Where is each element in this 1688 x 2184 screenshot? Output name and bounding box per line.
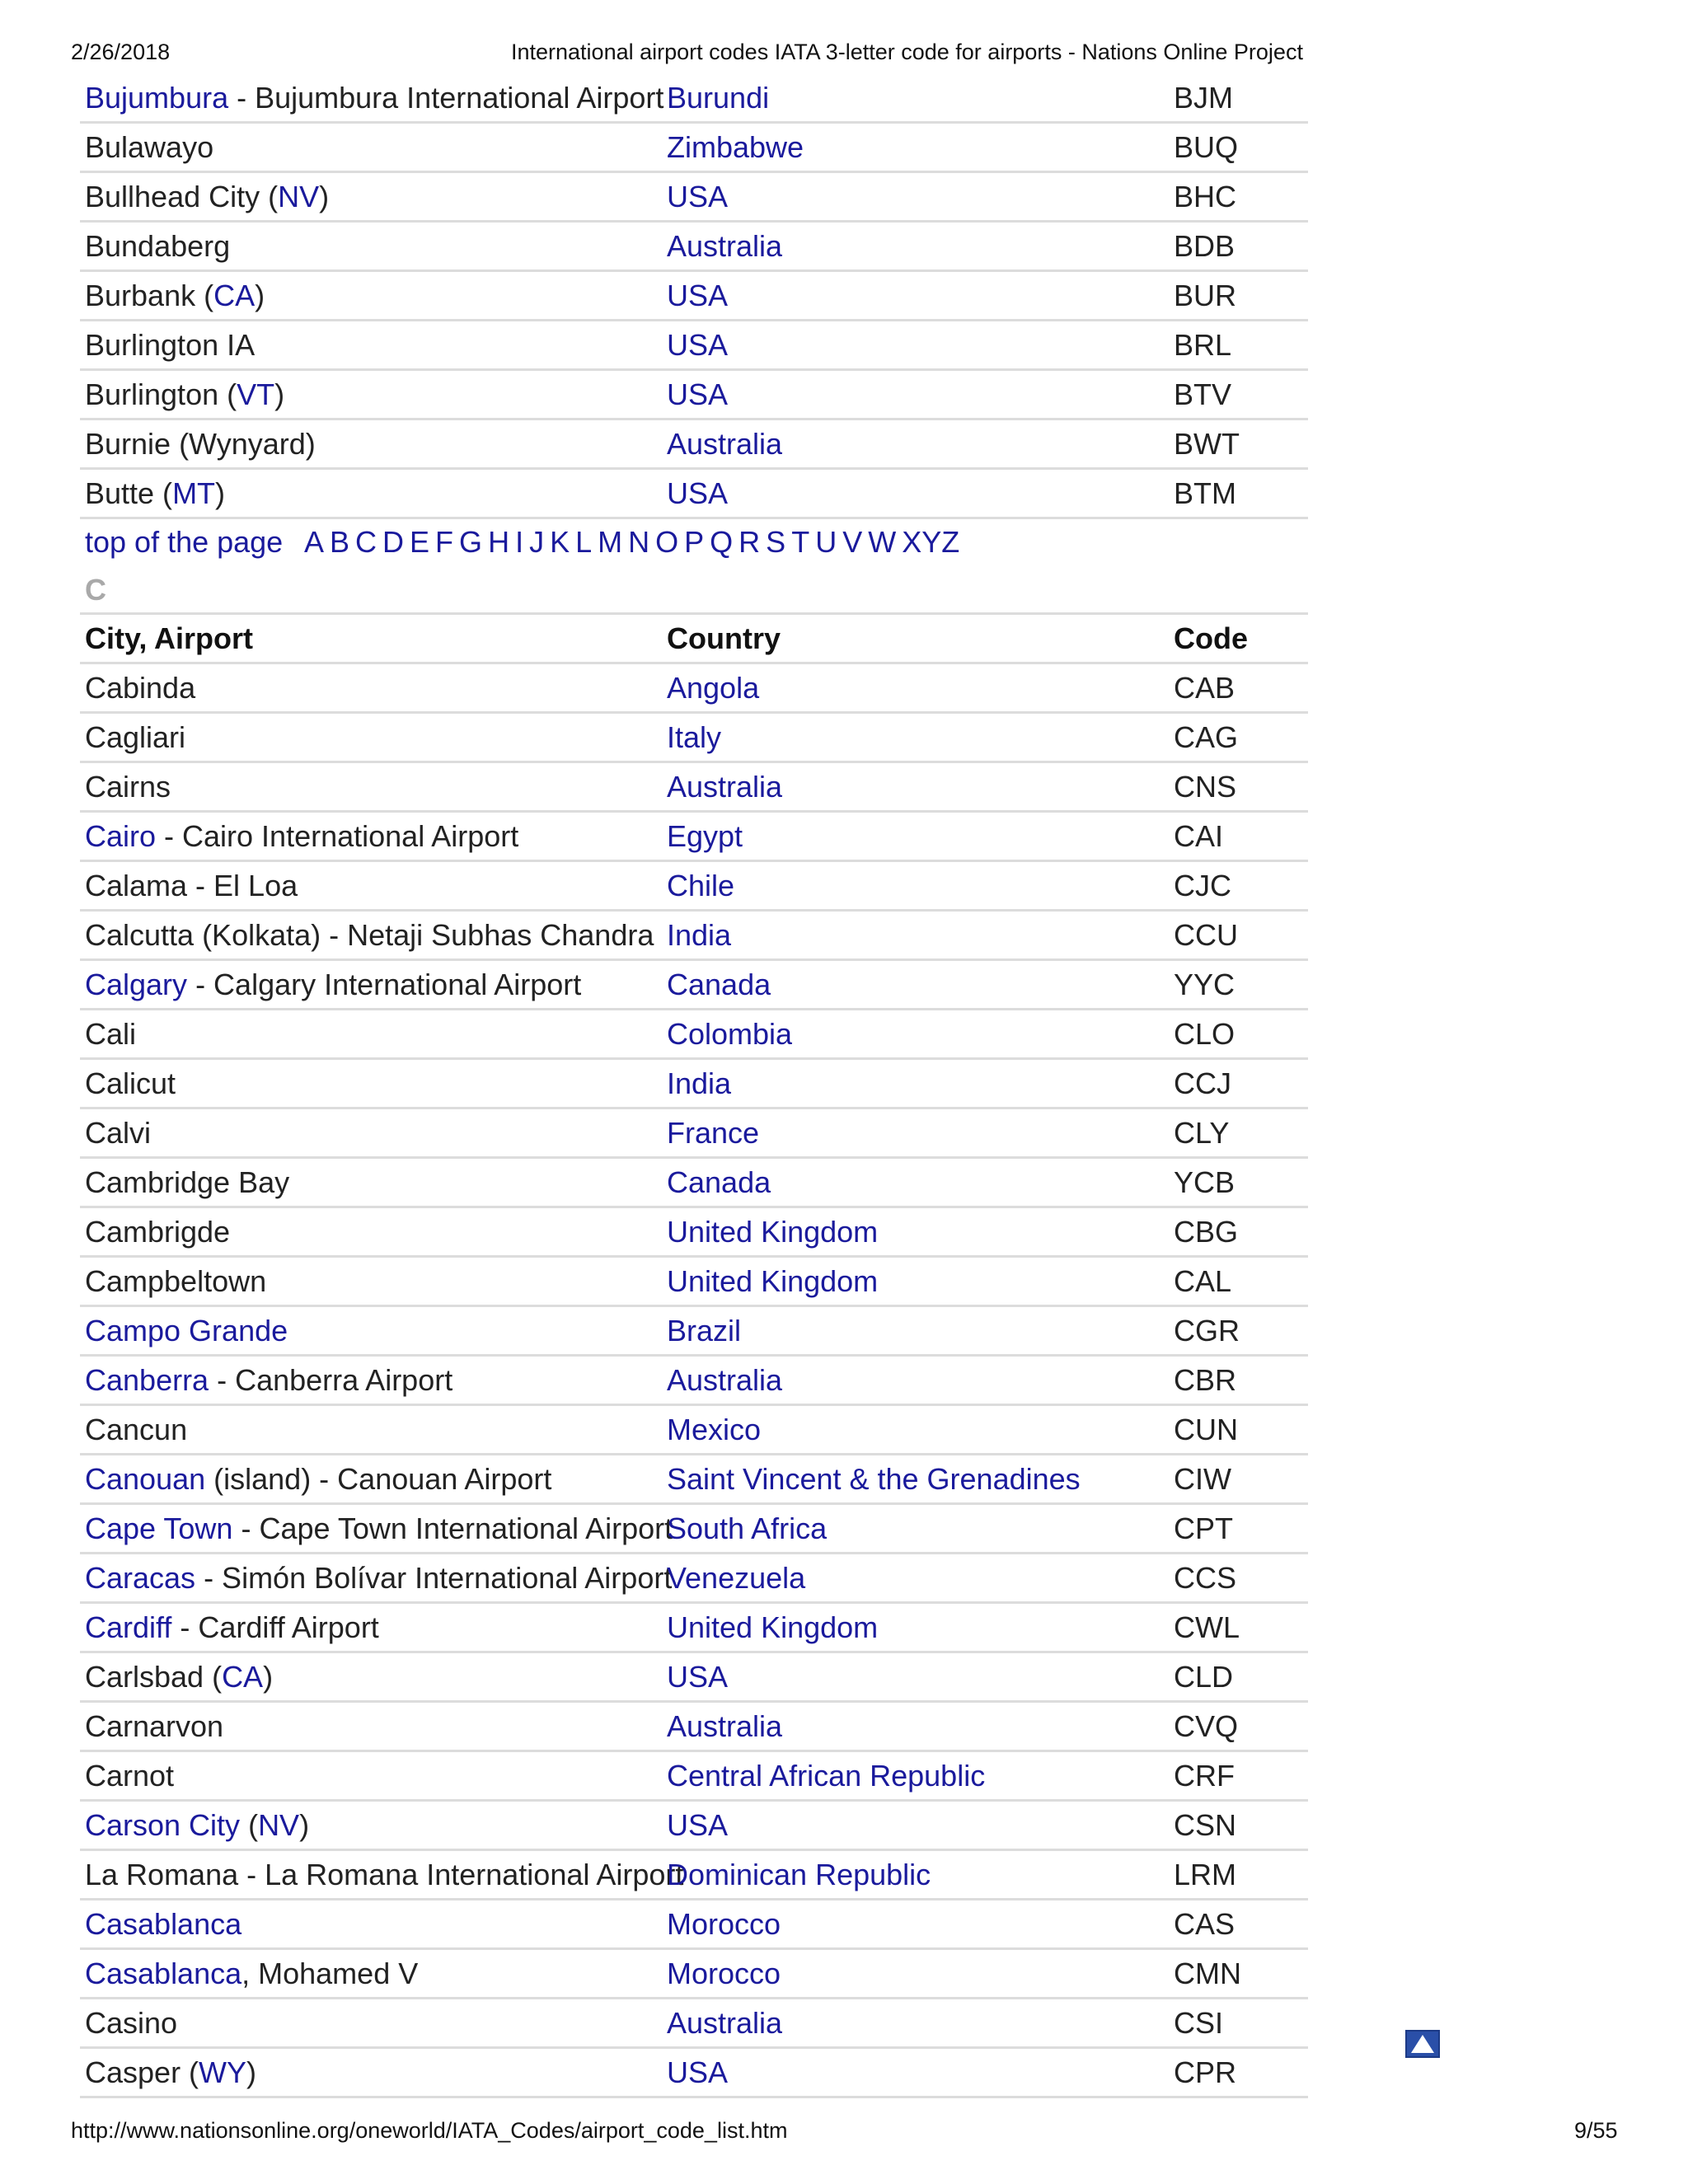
table-row bbox=[80, 1900, 1308, 1950]
country-link[interactable]: USA bbox=[667, 279, 729, 312]
letter-link-d[interactable]: D bbox=[382, 525, 405, 559]
city-suffix: ) bbox=[246, 2055, 257, 2089]
city-cell bbox=[85, 1159, 289, 1207]
print-date: 2/26/2018 bbox=[71, 40, 171, 64]
city-cell bbox=[85, 1752, 174, 1800]
city-cell bbox=[85, 1802, 309, 1849]
table-row bbox=[80, 371, 1308, 420]
city-cell bbox=[85, 272, 265, 320]
city-detail: - Cardiff Airport bbox=[171, 1610, 379, 1644]
country-link[interactable]: Dominican Republic bbox=[667, 1858, 931, 1891]
city-cell bbox=[85, 223, 230, 270]
iata-code: BHC bbox=[1174, 180, 1237, 213]
table-row bbox=[80, 1060, 1308, 1109]
city-cell bbox=[85, 1900, 241, 1948]
section-letter bbox=[80, 565, 1308, 615]
city-cell bbox=[85, 371, 284, 419]
letter-link-b[interactable]: B bbox=[330, 525, 350, 559]
city-cell bbox=[85, 1455, 551, 1503]
table-row bbox=[80, 714, 1308, 763]
iata-code: CSI bbox=[1174, 2006, 1224, 2040]
country-link[interactable]: Burundi bbox=[667, 81, 770, 115]
letter-link-v[interactable]: V bbox=[842, 525, 863, 559]
iata-code: CLO bbox=[1174, 1017, 1236, 1051]
iata-code: BDB bbox=[1174, 229, 1236, 263]
letter-link-m[interactable]: M bbox=[598, 525, 623, 559]
city-name: Bullhead City ( bbox=[85, 180, 279, 213]
city-name: Burlington ( bbox=[85, 377, 237, 411]
iata-code: CJC bbox=[1174, 869, 1231, 902]
city-cell bbox=[85, 813, 518, 860]
back-to-top-button[interactable] bbox=[1405, 2030, 1440, 2058]
country-link[interactable]: United Kingdom bbox=[667, 1610, 879, 1644]
city-detail: ( bbox=[240, 1808, 259, 1842]
iata-code: CUN bbox=[1174, 1413, 1238, 1446]
print-footer bbox=[0, 2118, 1688, 2146]
city-name: Calama - El Loa bbox=[85, 869, 298, 902]
letter-link-e[interactable]: E bbox=[410, 525, 430, 559]
country-link[interactable]: Central African Republic bbox=[667, 1759, 986, 1793]
city-cell bbox=[85, 74, 663, 122]
city-name: Cambrigde bbox=[85, 1215, 231, 1249]
city-name: Calcutta (Kolkata) - Netaji Subhas Chandra bbox=[85, 918, 654, 952]
state-link[interactable]: VT bbox=[237, 377, 275, 411]
city-cell bbox=[85, 1060, 176, 1108]
header-code: Code bbox=[1174, 621, 1248, 655]
letter-link-f[interactable]: F bbox=[435, 525, 454, 559]
iata-code: BTM bbox=[1174, 476, 1236, 510]
city-cell bbox=[85, 1604, 379, 1652]
iata-code: CPR bbox=[1174, 2055, 1237, 2089]
state-link[interactable]: MT bbox=[172, 476, 216, 510]
letter-link-r[interactable]: R bbox=[738, 525, 761, 559]
city-suffix: ) bbox=[274, 377, 285, 411]
iata-code: CAB bbox=[1174, 671, 1236, 705]
city-link[interactable]: Carson City bbox=[85, 1808, 241, 1842]
letter-link-c[interactable]: C bbox=[355, 525, 377, 559]
letter-link-n[interactable]: N bbox=[628, 525, 650, 559]
table-row bbox=[80, 763, 1308, 813]
city-cell bbox=[85, 1505, 673, 1553]
table-row bbox=[80, 470, 1308, 519]
table-row bbox=[80, 1109, 1308, 1159]
city-cell bbox=[85, 763, 171, 811]
city-cell bbox=[85, 124, 213, 171]
city-link[interactable]: Bujumbura bbox=[85, 81, 229, 115]
city-link[interactable]: Casablanca bbox=[85, 1957, 242, 1990]
table-row bbox=[80, 1159, 1308, 1208]
letter-link-k[interactable]: K bbox=[550, 525, 570, 559]
letter-link-i[interactable]: I bbox=[515, 525, 524, 559]
table-row bbox=[80, 420, 1308, 470]
city-suffix: ) bbox=[215, 476, 226, 510]
country-link[interactable]: Australia bbox=[667, 2006, 783, 2040]
iata-code: CGR bbox=[1174, 1314, 1240, 1347]
print-header bbox=[0, 40, 1688, 68]
letter-link-o[interactable]: O bbox=[655, 525, 679, 559]
table-row bbox=[80, 321, 1308, 371]
state-link[interactable]: CA bbox=[222, 1660, 264, 1694]
country-link[interactable]: Canada bbox=[667, 968, 771, 1001]
country-link[interactable]: France bbox=[667, 1116, 760, 1150]
city-cell bbox=[85, 1010, 136, 1058]
iata-code: CIW bbox=[1174, 1462, 1231, 1496]
city-detail: - Calgary International Airport bbox=[187, 968, 582, 1001]
table-row bbox=[80, 1554, 1308, 1604]
iata-code: YYC bbox=[1174, 968, 1236, 1001]
country-link[interactable]: Colombia bbox=[667, 1017, 793, 1051]
table-row bbox=[80, 664, 1308, 714]
letter-link-s[interactable]: S bbox=[766, 525, 786, 559]
up-triangle-icon bbox=[1407, 2032, 1438, 2056]
city-link[interactable]: Campo Grande bbox=[85, 1314, 288, 1347]
city-cell bbox=[85, 1307, 288, 1355]
letter-nav bbox=[80, 519, 1308, 565]
table-row bbox=[80, 124, 1308, 173]
city-name: Bundaberg bbox=[85, 229, 231, 263]
country-link[interactable]: Venezuela bbox=[667, 1561, 806, 1595]
city-name: Cairns bbox=[85, 770, 171, 804]
city-name: Bulawayo bbox=[85, 130, 214, 164]
letter-links bbox=[304, 519, 965, 565]
country-link[interactable]: Angola bbox=[667, 671, 760, 705]
letter-link-j[interactable]: J bbox=[529, 525, 545, 559]
iata-code: BUR bbox=[1174, 279, 1237, 312]
table-row bbox=[80, 1307, 1308, 1357]
iata-code: CAG bbox=[1174, 720, 1239, 754]
city-cell bbox=[85, 420, 316, 468]
table-row bbox=[80, 1505, 1308, 1554]
table-row bbox=[80, 1357, 1308, 1406]
table-row bbox=[80, 272, 1308, 321]
city-cell bbox=[85, 1851, 683, 1899]
iata-code: CAL bbox=[1174, 1264, 1232, 1298]
city-cell bbox=[85, 470, 225, 518]
country-link[interactable]: USA bbox=[667, 1808, 729, 1842]
city-cell bbox=[85, 1406, 187, 1454]
state-link[interactable]: NV bbox=[258, 1808, 300, 1842]
country-link[interactable]: United Kingdom bbox=[667, 1264, 879, 1298]
iata-code: CCU bbox=[1174, 918, 1238, 952]
city-name: Casino bbox=[85, 2006, 178, 2040]
iata-code: BJM bbox=[1174, 81, 1233, 115]
city-link[interactable]: Cape Town bbox=[85, 1511, 233, 1545]
city-name: Carnot bbox=[85, 1759, 175, 1793]
state-link[interactable]: NV bbox=[278, 180, 320, 213]
country-link[interactable]: India bbox=[667, 918, 732, 952]
city-detail: - Canberra Airport bbox=[209, 1363, 453, 1397]
table-row bbox=[80, 173, 1308, 223]
city-cell bbox=[85, 714, 185, 762]
city-detail: (island) - Canouan Airport bbox=[205, 1462, 552, 1496]
city-cell bbox=[85, 862, 298, 910]
letter-link-a[interactable]: A bbox=[304, 525, 325, 559]
city-cell bbox=[85, 1258, 266, 1305]
top-of-page-link[interactable]: top of the page bbox=[85, 525, 284, 559]
table-row bbox=[80, 1752, 1308, 1802]
city-detail: - Cape Town International Airport bbox=[232, 1511, 673, 1545]
table-row bbox=[80, 2049, 1308, 2098]
city-name: Cali bbox=[85, 1017, 137, 1051]
letter-link-t[interactable]: T bbox=[791, 525, 810, 559]
table-row bbox=[80, 1653, 1308, 1703]
print-url: http://www.nationsonline.org/oneworld/IATA_Codes/airport_code_list.htm bbox=[71, 2118, 788, 2143]
country-link[interactable]: USA bbox=[667, 180, 729, 213]
iata-code: CBG bbox=[1174, 1215, 1239, 1249]
rows-before bbox=[80, 74, 1308, 519]
city-name: Burlington IA bbox=[85, 328, 256, 362]
iata-code: BTV bbox=[1174, 377, 1232, 411]
city-name: Burnie (Wynyard) bbox=[85, 427, 316, 461]
city-cell bbox=[85, 1208, 230, 1256]
table-header bbox=[80, 615, 1308, 664]
letter-link-p[interactable]: P bbox=[684, 525, 705, 559]
city-cell bbox=[85, 1554, 672, 1602]
city-name: La Romana - La Romana International Airport bbox=[85, 1858, 684, 1891]
city-cell bbox=[85, 1950, 418, 1998]
city-suffix: ) bbox=[255, 279, 265, 312]
state-link[interactable]: CA bbox=[213, 279, 256, 312]
city-cell bbox=[85, 912, 654, 959]
city-name: Carnarvon bbox=[85, 1709, 224, 1743]
iata-code: CMN bbox=[1174, 1957, 1241, 1990]
city-name: Burbank ( bbox=[85, 279, 214, 312]
country-link[interactable]: Australia bbox=[667, 1363, 783, 1397]
iata-code: CLY bbox=[1174, 1116, 1230, 1150]
letter-link-l[interactable]: L bbox=[575, 525, 593, 559]
country-link[interactable]: Australia bbox=[667, 427, 783, 461]
header-city: City, Airport bbox=[85, 621, 253, 655]
header-country: Country bbox=[667, 621, 781, 655]
country-link[interactable]: Mexico bbox=[667, 1413, 762, 1446]
city-cell bbox=[85, 1357, 452, 1404]
iata-code: CWL bbox=[1174, 1610, 1240, 1644]
table-row bbox=[80, 862, 1308, 912]
table-row bbox=[80, 813, 1308, 862]
city-link[interactable]: Caracas bbox=[85, 1561, 196, 1595]
city-cell bbox=[85, 1703, 223, 1750]
iata-code: CCJ bbox=[1174, 1066, 1231, 1100]
city-cell bbox=[85, 1653, 273, 1701]
country-link[interactable]: Brazil bbox=[667, 1314, 742, 1347]
country-link[interactable]: Morocco bbox=[667, 1907, 781, 1941]
iata-code: CCS bbox=[1174, 1561, 1237, 1595]
country-link[interactable]: USA bbox=[667, 1660, 729, 1694]
city-name: Campbeltown bbox=[85, 1264, 267, 1298]
iata-code: CAI bbox=[1174, 819, 1224, 853]
city-link[interactable]: Cairo bbox=[85, 819, 157, 853]
city-link[interactable]: Calgary bbox=[85, 968, 188, 1001]
city-name: Calvi bbox=[85, 1116, 152, 1150]
letter-link-q[interactable]: Q bbox=[710, 525, 734, 559]
country-link[interactable]: USA bbox=[667, 328, 729, 362]
table-row bbox=[80, 912, 1308, 961]
iata-code: CAS bbox=[1174, 1907, 1236, 1941]
iata-code: CSN bbox=[1174, 1808, 1237, 1842]
table-row bbox=[80, 1999, 1308, 2049]
iata-code: CVQ bbox=[1174, 1709, 1239, 1743]
country-link[interactable]: Australia bbox=[667, 229, 783, 263]
table-row bbox=[80, 961, 1308, 1010]
city-name: Casper ( bbox=[85, 2055, 199, 2089]
table-row bbox=[80, 1851, 1308, 1900]
table-row bbox=[80, 223, 1308, 272]
country-link[interactable]: USA bbox=[667, 2055, 729, 2089]
city-suffix: ) bbox=[319, 180, 330, 213]
table-row bbox=[80, 1802, 1308, 1851]
city-suffix: ) bbox=[299, 1808, 310, 1842]
country-link[interactable]: Egypt bbox=[667, 819, 743, 853]
city-cell bbox=[85, 321, 255, 369]
letter-link-xyz[interactable]: XYZ bbox=[902, 525, 960, 559]
letter-link-g[interactable]: G bbox=[459, 525, 483, 559]
city-cell bbox=[85, 1109, 151, 1157]
page-number: 9/55 bbox=[1574, 2118, 1618, 2143]
iata-code: BUQ bbox=[1174, 130, 1239, 164]
city-name: Butte ( bbox=[85, 476, 173, 510]
table-row bbox=[80, 1950, 1308, 1999]
country-link[interactable]: Italy bbox=[667, 720, 722, 754]
city-cell bbox=[85, 664, 195, 712]
section-letter-label: C bbox=[85, 573, 106, 607]
country-link[interactable]: Australia bbox=[667, 770, 783, 804]
city-cell bbox=[85, 961, 581, 1009]
iata-code: CLD bbox=[1174, 1660, 1234, 1694]
city-detail: - Bujumbura International Airport bbox=[228, 81, 664, 115]
table-row bbox=[80, 74, 1308, 124]
city-name: Cabinda bbox=[85, 671, 196, 705]
iata-code: CBR bbox=[1174, 1363, 1237, 1397]
city-link[interactable]: Cardiff bbox=[85, 1610, 172, 1644]
city-link[interactable]: Canouan bbox=[85, 1462, 206, 1496]
city-cell bbox=[85, 1999, 177, 2047]
city-cell bbox=[85, 173, 329, 221]
iata-code: BWT bbox=[1174, 427, 1240, 461]
city-link[interactable]: Casablanca bbox=[85, 1907, 242, 1941]
country-link[interactable]: Zimbabwe bbox=[667, 130, 804, 164]
table-row bbox=[80, 1208, 1308, 1258]
city-name: Calicut bbox=[85, 1066, 176, 1100]
iata-code: LRM bbox=[1174, 1858, 1237, 1891]
city-suffix: ) bbox=[263, 1660, 274, 1694]
iata-code: BRL bbox=[1174, 328, 1232, 362]
city-detail: - Simón Bolívar International Airport bbox=[195, 1561, 673, 1595]
letter-link-w[interactable]: W bbox=[868, 525, 897, 559]
country-link[interactable]: Canada bbox=[667, 1165, 771, 1199]
country-link[interactable]: United Kingdom bbox=[667, 1215, 879, 1249]
table-row bbox=[80, 1604, 1308, 1653]
table-row bbox=[80, 1258, 1308, 1307]
city-name: Cambridge Bay bbox=[85, 1165, 290, 1199]
state-link[interactable]: WY bbox=[199, 2055, 247, 2089]
iata-code: CPT bbox=[1174, 1511, 1233, 1545]
city-link[interactable]: Canberra bbox=[85, 1363, 209, 1397]
city-cell bbox=[85, 2049, 256, 2097]
letter-link-u[interactable]: U bbox=[815, 525, 837, 559]
letter-link-h[interactable]: H bbox=[488, 525, 510, 559]
table-row bbox=[80, 1406, 1308, 1455]
country-link[interactable]: USA bbox=[667, 377, 729, 411]
country-link[interactable]: Chile bbox=[667, 869, 735, 902]
iata-code: YCB bbox=[1174, 1165, 1236, 1199]
city-detail: , Mohamed V bbox=[241, 1957, 419, 1990]
city-detail: - Cairo International Airport bbox=[156, 819, 519, 853]
rows-after bbox=[80, 664, 1308, 2098]
country-link[interactable]: India bbox=[667, 1066, 732, 1100]
country-link[interactable]: Australia bbox=[667, 1709, 783, 1743]
iata-code: CNS bbox=[1174, 770, 1237, 804]
airport-code-table bbox=[80, 74, 1308, 2098]
table-row bbox=[80, 1010, 1308, 1060]
table-row bbox=[80, 1455, 1308, 1505]
city-name: Carlsbad ( bbox=[85, 1660, 223, 1694]
city-name: Cagliari bbox=[85, 720, 186, 754]
city-name: Cancun bbox=[85, 1413, 188, 1446]
country-link[interactable]: Morocco bbox=[667, 1957, 781, 1990]
table-row bbox=[80, 1703, 1308, 1752]
iata-code: CRF bbox=[1174, 1759, 1235, 1793]
country-link[interactable]: USA bbox=[667, 476, 729, 510]
country-link[interactable]: South Africa bbox=[667, 1511, 828, 1545]
country-link[interactable]: Saint Vincent & the Grenadines bbox=[667, 1462, 1081, 1496]
print-title: International airport codes IATA 3-letter code for airports - Nations Online Project bbox=[511, 40, 1303, 64]
